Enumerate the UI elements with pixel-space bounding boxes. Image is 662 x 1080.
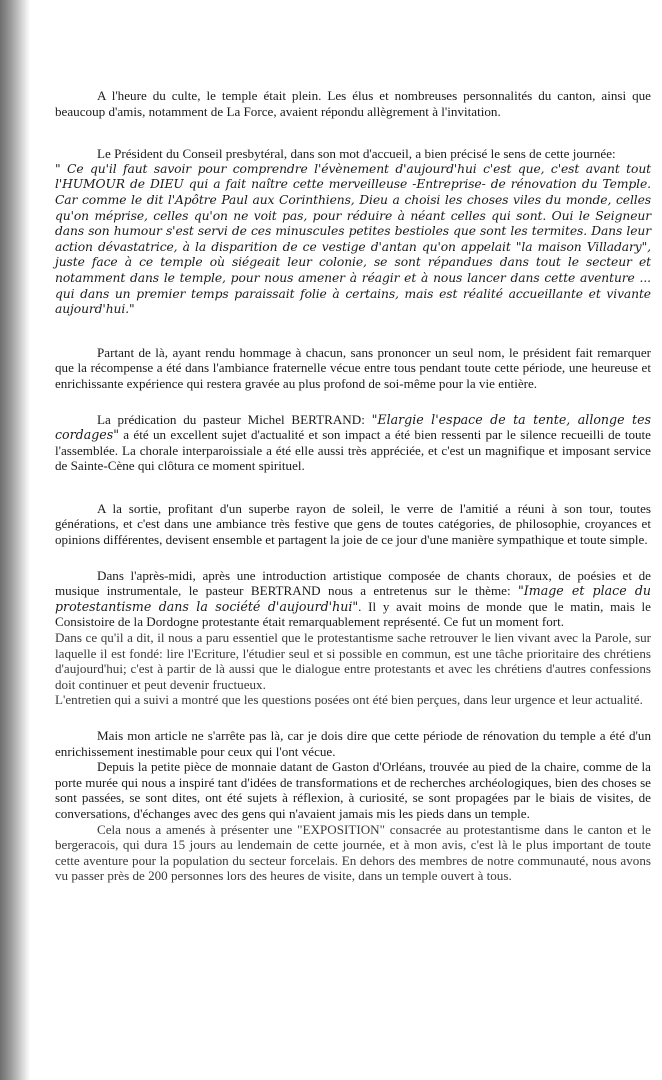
paragraph-reception: A la sortie, profitant d'un superbe rayon de soleil, le verre de l'amitié a réuni à son tour, toutes générations, et c'est dans une ambiance très festive que gens de toutes catégories, de philosophie, croyances et opinions différentes, devisent ensemble et partagent la joie de ce jour d'une manière sympathique et toute simple. [55,500,651,548]
paragraph-sermon [55,412,651,474]
sermon-quote: "Elargie l'espace de ta tente, allonge tes cordages" [55,411,652,443]
paragraph-discussion: L'entretien qui a suivi a montré que les questions posées ont été bien perçues, dans leur urgence et leur actualité. [55,692,643,708]
afternoon-body: . Il y avait moins de monde que le matin, mais le Consistoire de la Dordogne protestante était remarquablement représenté. Ce fut un moment fort. [55,598,651,630]
paragraph-essential: Dans ce qu'il a dit, il nous a paru essentiel que le protestantisme sache retrouver le lien vivant avec la Parole, sur laquelle il est fondé: lire l'Ecriture, l'étudier seul et si possible en commun, est une tâche prioritaire des chrétiens d'aujourd'hui; c'est à partir de là aussi que le dialogue entre protestants et avec les chrétiens d'autres confessions doit continuer et peut devenir fructueux. [55,630,651,692]
sermon-body: a été un excellent sujet d'actualité et son impact a été bien ressenti par le silence recueilli de toute l'assemblée. La chorale interparoissiale a été elle aussi très appréciée, et c'est un magnifique et imposant service de Sainte-Cène qui clôtura ce moment spirituel. [55,427,651,474]
paragraph-afternoon [55,568,651,630]
sermon-intro: La prédication du pasteur Michel BERTRAND: [97,411,365,427]
afternoon-intro: Dans l'après-midi, après une introduction artistique composée de chants choraux, de poésies et de musique instrumentale, le pasteur BERTRAND nous a entretenus sur le thème: [55,567,651,599]
document-page [55,88,651,884]
paragraph-president-intro: Le Président du Conseil presbytéral, dans son mot d'accueil, a bien précisé le sens de cette journée: [97,146,616,162]
president-quote: " Ce qu'il faut savoir pour comprendre l'évènement d'aujourd'hui c'est que, c'est avant tout l'HUMOUR de DIEU qui a fait naître cette merveilleuse -Entreprise- de rénovation du Temple. Car comme le dit l'Apôtre Paul aux Corinthiens, Dieu a choisi les choses viles du monde, celles qu'on méprise, celles qu'on ne voit pas, pour réduire à néant celles qui sont. Oui le Seigneur dans son humour s'est servi de ces minuscules petites bestioles que sont les termites. Dans leur action dévastatrice, à la disparition de ce vestige d'antan qu'on appelait "la maison Villadary", juste face à ce temple où siégeait leur colonie, se sont répandues dans tout le secteur et notamment dans le temple, pour nous amener à réagir et à nous lancer dans cette aventure ... qui dans un premier temps paraissait folie à certains, mais est réalité accueillante et vivante aujourd'hui." [55,161,651,317]
afternoon-theme-quote: "Image et place du protestantisme dans la société d'aujourd'hui" [55,583,651,614]
paragraph-article: Mais mon article ne s'arrête pas là, car je dois dire que cette période de rénovation du temple a été d'un enrichissement inestimable pour ceux qui l'ont vécue. [55,728,651,759]
paragraph-tribute: Partant de là, ayant rendu hommage à chacun, sans prononcer un seul nom, le président fait remarquer que la récompense a été dans l'ambiance fraternelle vécue entre tous pendant toute cette période, une heureuse et enrichissante expérience qui restera gravée au plus profond de soi-même pour la vie entière. [55,344,651,391]
scan-edge-shadow [0,0,30,1080]
paragraph-arrival: A l'heure du culte, le temple était plein. Les élus et nombreuses personnalités du canton, ainsi que beaucoup d'amis, notamment de La Force, avaient répondu allègrement à l'invitation. [55,88,651,119]
paragraph-coin: Depuis la petite pièce de monnaie datant de Gaston d'Orléans, trouvée au pied de la chaire, comme de la porte murée qui nous a inspiré tant d'idées de transformations et de recherches archéologiques, bien des choses se sont passées, se sont dites, ont été sujets à réflexion, à curiosité, se sont propagées par le biais de visites, de conversations, d'échanges avec des gens qui n'avaient jamais mis les pieds dans un temple. [55,759,651,821]
paragraph-exhibition: Cela nous a amenés à présenter une "EXPOSITION" consacrée au protestantisme dans le canton et le bergeracois, qui dura 15 jours au lendemain de cette journée, et à mon avis, c'est là le plus important de toute cette aventure pour la population du secteur forcelais. En dehors des membres de notre communauté, nous avons vu passer près de 200 personnes lors des heures de visite, dans un temple ouvert à tous. [55,821,651,884]
